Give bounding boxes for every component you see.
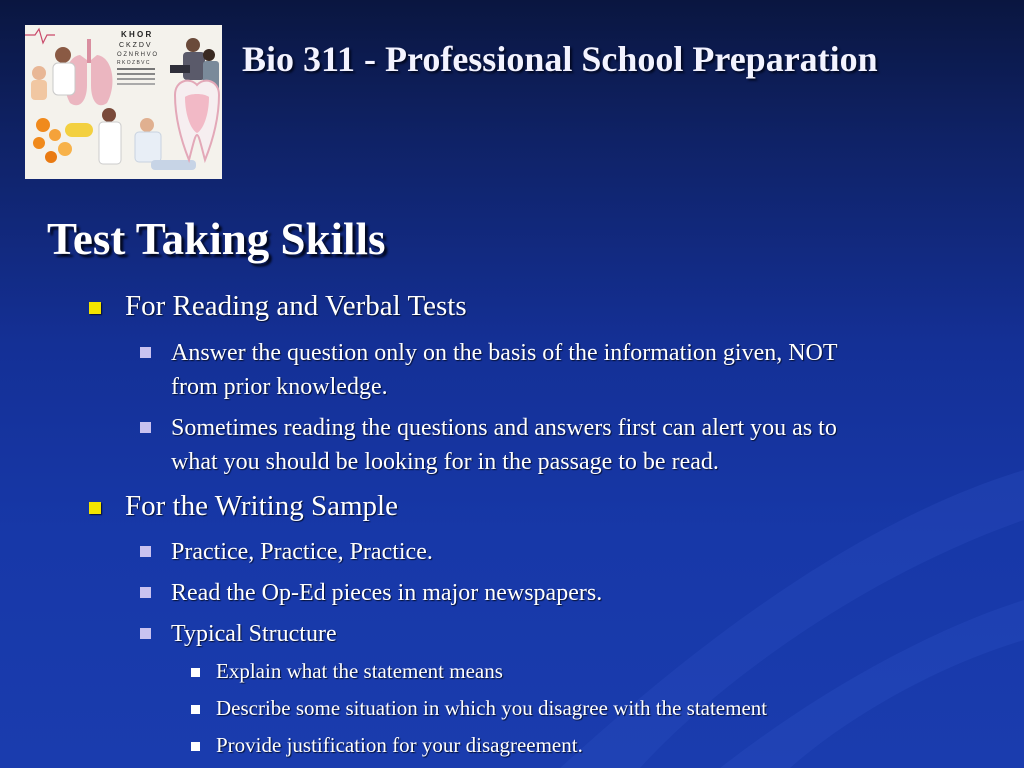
list-item: Practice, Practice, Practice. [171, 539, 433, 565]
bullet-square-icon [140, 347, 151, 358]
bullet-square-icon [191, 668, 200, 677]
svg-text:K H O R: K H O R [121, 30, 152, 39]
list-item-line: what you should be looking for in the passage to be read. [171, 449, 719, 475]
bullet-square-icon [89, 302, 101, 314]
sub-list-item: Describe some situation in which you disagree with the statement [216, 696, 768, 720]
bullet-square-icon [140, 628, 151, 639]
svg-text:R K O Z B V C: R K O Z B V C [117, 60, 150, 66]
list-item-line: from prior knowledge. [171, 374, 388, 400]
course-title: Bio 311 - Professional School Preparation [242, 39, 878, 79]
section-heading: For the Writing Sample [125, 490, 398, 522]
list-item-line: Answer the question only on the basis of the information given, NOT [171, 340, 838, 366]
svg-text:C K Z D V: C K Z D V [119, 42, 151, 49]
list-item: Typical Structure [171, 621, 337, 647]
sub-list-item: Provide justification for your disagreement. [216, 733, 583, 757]
medical-collage-image [25, 25, 222, 179]
bullet-square-icon [191, 705, 200, 714]
section-heading: For Reading and Verbal Tests [125, 290, 467, 322]
sub-list-item: Explain what the statement means [216, 659, 503, 683]
bullet-square-icon [89, 502, 101, 514]
svg-text:O Z N R H V O: O Z N R H V O [117, 52, 158, 58]
list-item-line: Sometimes reading the questions and answers first can alert you as to [171, 415, 837, 441]
bullet-square-icon [140, 422, 151, 433]
bullet-square-icon [191, 742, 200, 751]
bullet-square-icon [140, 546, 151, 557]
list-item: Read the Op-Ed pieces in major newspapers. [171, 580, 603, 606]
bullet-square-icon [140, 587, 151, 598]
slide-title: Test Taking Skills [47, 214, 386, 264]
